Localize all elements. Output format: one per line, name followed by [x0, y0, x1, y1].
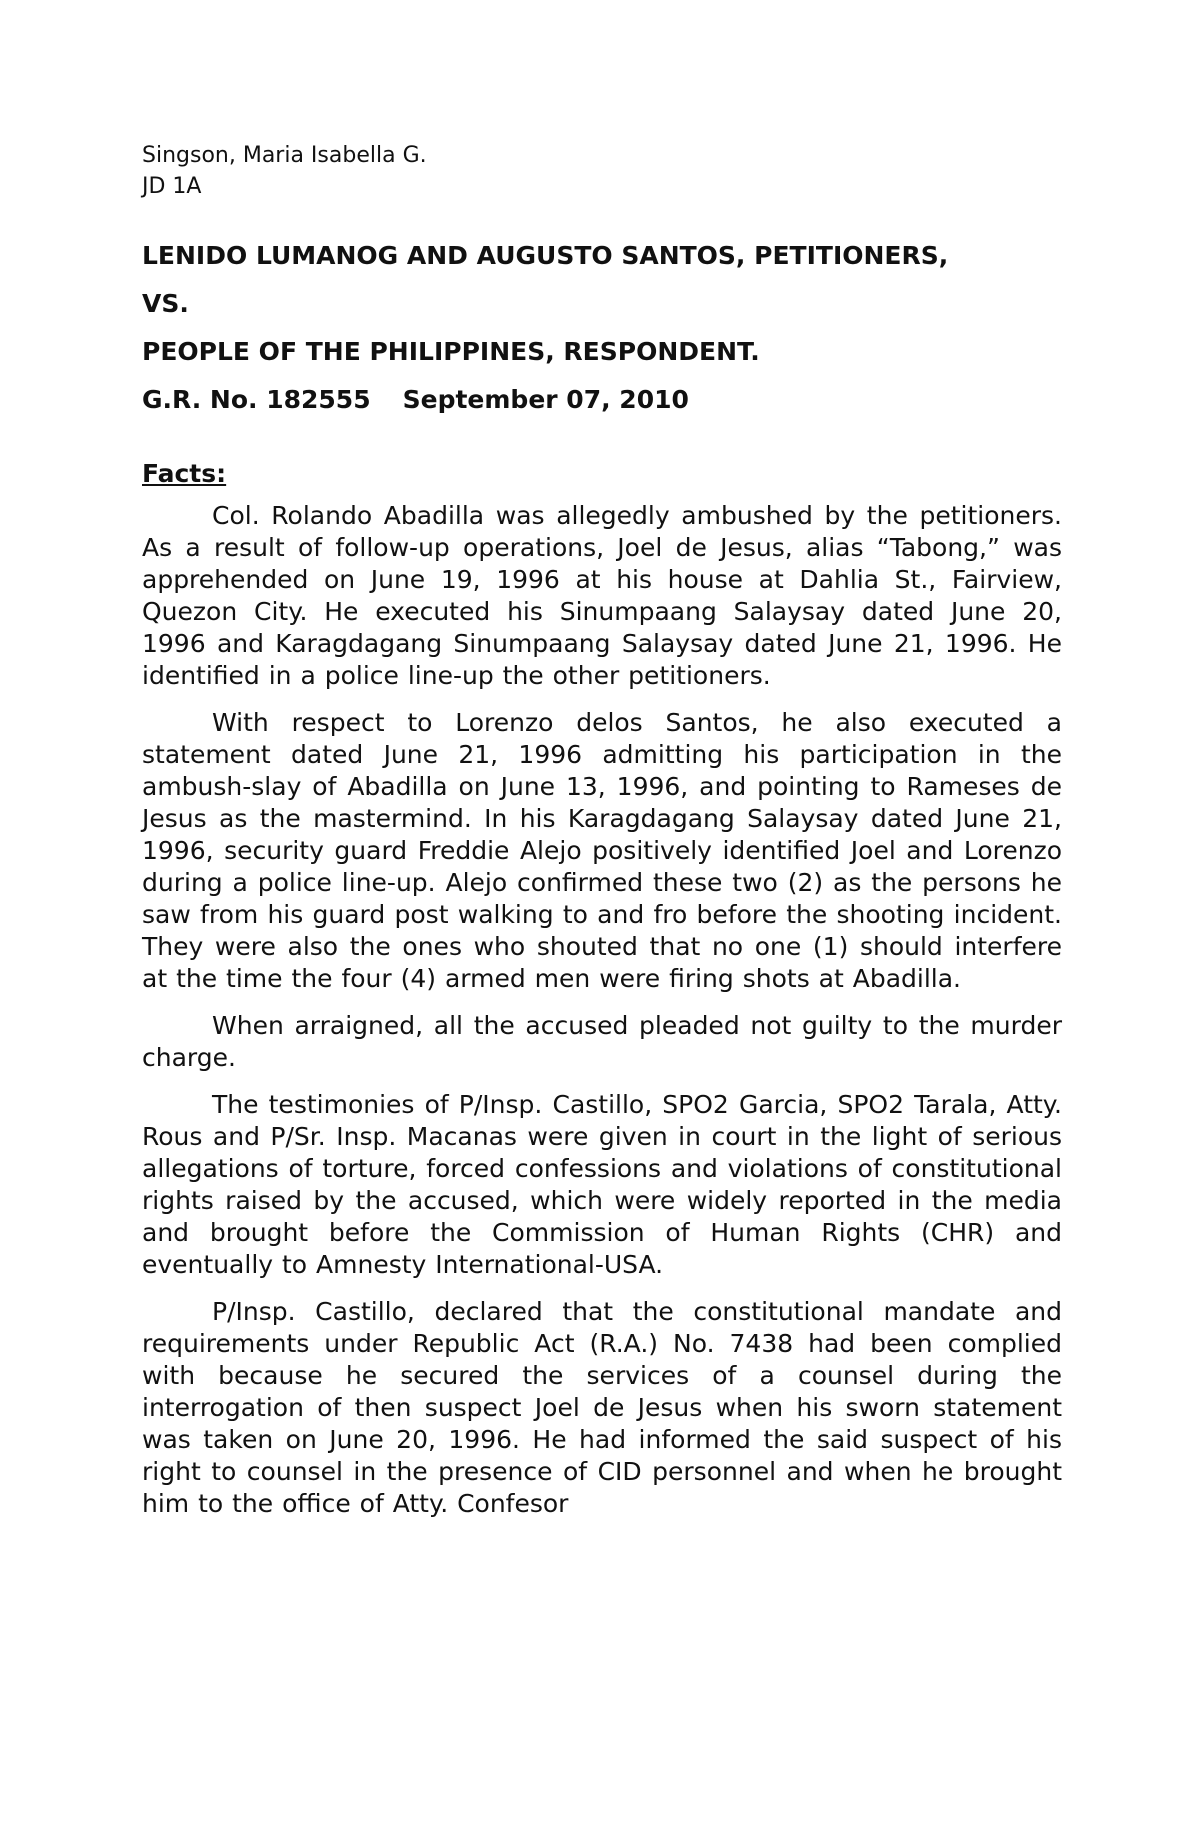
case-date: September 07, 2010	[402, 385, 689, 414]
facts-paragraph: With respect to Lorenzo delos Santos, he also executed a statement dated June 21, 1996 admitting his participation in the ambush-slay of Abadilla on June 13, 1996, and pointing to Rameses de Jesus as the mastermind. In his Karagdagang Salaysay dated June 21, 1996, security guard Freddie Alejo positively identified Joel and Lorenzo during a police line-up. Alejo confirmed these two (2) as the persons he saw from his guard post walking to and fro before the shooting incident. They were also the ones who shouted that no one (1) should interfere at the time the four (4) armed men were firing shots at Abadilla.	[142, 708, 1062, 993]
case-respondent: PEOPLE OF THE PHILIPPINES, RESPONDENT.	[142, 337, 760, 366]
facts-paragraph: Col. Rolando Abadilla was allegedly ambushed by the petitioners. As a result of follow-up operations, Joel de Jesus, alias “Tabong,” was apprehended on June 19, 1996 at his house at Dahlia St., Fairview, Quezon City. He executed his Sinumpaang Salaysay dated June 20, 1996 and Karagdagang Sinumpaang Salaysay dated June 21, 1996. He identified in a police line-up the other petitioners.	[142, 501, 1062, 690]
facts-paragraph: When arraigned, all the accused pleaded not guilty to the murder charge.	[142, 1011, 1062, 1072]
facts-title: Facts:	[142, 459, 227, 488]
case-versus: VS.	[142, 289, 189, 318]
case-number-line	[142, 384, 1062, 416]
author-class: JD 1A	[142, 174, 202, 199]
facts-paragraph: P/Insp. Castillo, declared that the constitutional mandate and requirements under Republic Act (R.A.) No. 7438 had been complied with because he secured the services of a counsel during the interrogation of then suspect Joel de Jesus when his sworn statement was taken on June 20, 1996. He had informed the said suspect of his right to counsel in the presence of CID personnel and when he brought him to the office of Atty. Confesor	[142, 1297, 1062, 1518]
case-gr-number: G.R. No. 182555	[142, 385, 371, 414]
document-page	[142, 140, 1062, 1535]
case-petitioners: LENIDO LUMANOG AND AUGUSTO SANTOS, PETITIONERS,	[142, 241, 949, 270]
author-name: Singson, Maria Isabella G.	[142, 143, 427, 168]
facts-paragraph: The testimonies of P/Insp. Castillo, SPO2 Garcia, SPO2 Tarala, Atty. Rous and P/Sr. Insp. Macanas were given in court in the light of serious allegations of torture, forced confessions and violations of constitutional rights raised by the accused, which were widely reported in the media and brought before the Commission of Human Rights (CHR) and eventually to Amnesty International-USA.	[142, 1090, 1062, 1279]
